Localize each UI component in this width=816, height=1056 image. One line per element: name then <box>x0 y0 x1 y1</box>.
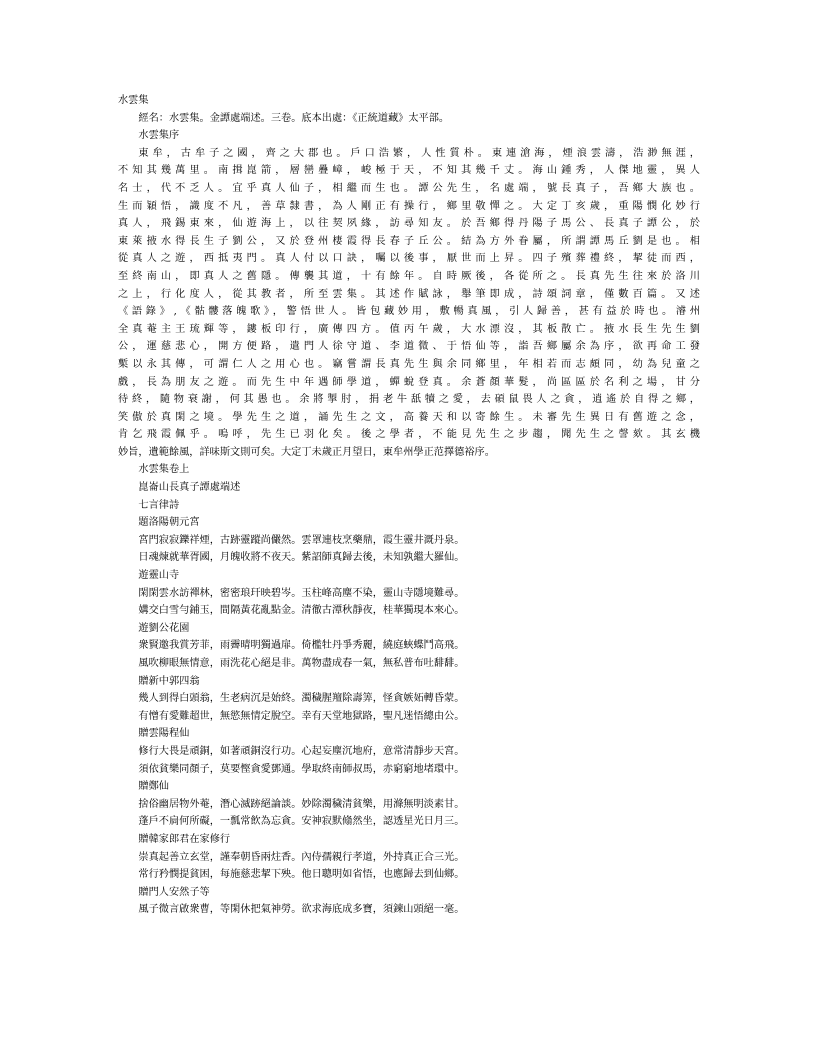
document-line: 妙旨，遺範餘風，詳味斯文則可矣。大定丁未歲正月望日，東牟州學正范擇德裕序。 <box>118 446 495 458</box>
document-line: 槧以永其傳，可謂仁人之用心也。竊嘗謂長真先生與余同鄉里，年相若而志頗同，幼為兒童之 <box>118 358 700 370</box>
document-line: 水雲集序 <box>138 130 180 142</box>
document-line: 閑閑雲水訪禪林，密密琅玕映碧岑。玉柱峰高塵不染，靈山寺隱境難尋。 <box>138 587 465 599</box>
document-line: 經名：水雲集。金譚處端述。三卷。底本出處：《正統道藏》太平部。 <box>138 112 450 124</box>
document-line: 風子微言啟衆曹，等閑休把氣神勞。欲求海底成多寶，須鍊山頭絕一毫。 <box>138 904 465 916</box>
document-line: 崇真起善立玄堂，謹奉朝昏兩炷香。內侍孺親行孝道，外持真正合三光。 <box>138 851 465 863</box>
document-line: 媾交白雪勻鋪玉，間隔黃花亂點金。清徹古潭秋靜夜，桂華獨現本來心。 <box>138 605 465 617</box>
document-line: 至終南山，即真人之舊隱。傳襲其道，十有餘年。自時厥後，各從所之。長真先生往來於洛川 <box>118 270 700 282</box>
document-line: 有憎有愛難超世，無慾無情定脫空。幸有天堂地獄路，聖凡迷悟總由公。 <box>138 710 465 722</box>
document-line: 修行大畏是頑銅，如著頑銅沒行功。心起妄塵沉地府，意常清靜步天宮。 <box>138 745 465 757</box>
document-line: 真人，飛錫東來，仙遊海上，以往契夙緣，訪尋知友。於吾鄉得丹陽子馬公、長真子譚公，於 <box>118 218 700 230</box>
document-line: 戲，長為朋友之遊。而先生中年遇師學道，蟬蛻登真。余蒼顏華髮，尚區區於名利之場，甘分 <box>118 376 700 388</box>
document-line: 贈鄭仙 <box>138 781 169 793</box>
document-line: 贈雲陽程仙 <box>138 728 190 740</box>
document-line: 衆賢邀我賞芳菲，雨霽晴明獨過扉。倚檻牡丹爭秀麗，繞庭蛺蝶鬥高飛。 <box>138 640 465 652</box>
document-line: 幾人到得白頭翁，生老病沉是始終。濁穢腥羶除壽筭，怪貪嫉妬轉昏蒙。 <box>138 693 465 705</box>
document-line: 宮門寂寂鑠祥煙，古跡靈蹤尚儼然。雲罩連枝烹藥鼎，霞生靈井溉丹泉。 <box>138 534 465 546</box>
document-line: 贈新中郭四翁 <box>138 675 200 687</box>
document-line: 《語錄》,《骷髏落魄歌》，警悟世人。皆包藏妙用，敷暢真風，引人歸善，甚有益於時也。濬州 <box>118 306 700 318</box>
document-line: 捨俗幽居物外菴，潛心滅跡絕論談。妙除濁穢清貧樂，用滌無明淡素甘。 <box>138 798 465 810</box>
document-line: 名士，代不乏人。宜乎真人仙子，相繼而生也。譚公先生，名處端，號長真子，吾鄉大族也。 <box>118 182 700 194</box>
document-line: 常行矜憫提貧困，每施慈悲挈下殃。他日聰明如省悟，也應歸去到仙鄉。 <box>138 869 465 881</box>
document-text-body <box>118 92 700 919</box>
document-line: 七言律詩 <box>138 499 180 511</box>
document-line: 不知其幾萬里。南揖崑箭，層巒疊嶂，峻極于天，不知其幾千丈。海山鍾秀，人傑地靈，異人 <box>118 165 700 177</box>
document-line: 遊劉公花園 <box>138 622 190 634</box>
document-line: 崑崙山長真子譚處端述 <box>138 482 241 494</box>
document-line: 之上，行化度人，從其教者，所至雲集。其述作賦詠，舉筆即成，詩頌詞章，僅數百篇。又述 <box>118 288 700 300</box>
document-line: 須依貧樂同顏子，莫要慳貪愛鄧通。學取終南師叔馬，赤窮窮地堵環中。 <box>138 763 465 775</box>
document-line: 東牟，古牟子之國，齊之大郡也。戶口浩繁，人性質朴。東連滄海，煙浪雲濤，浩渺無涯， <box>138 147 700 159</box>
document-line: 遊靈山寺 <box>138 570 180 582</box>
document-line: 題洛陽朝元宮 <box>138 517 200 529</box>
document-line: 日魂煉就華胥國，月魄收將不夜天。紫詔師真歸去後，未知孰繼大羅仙。 <box>138 552 465 564</box>
document-line: 水雲集卷上 <box>138 464 190 476</box>
document-line: 生而穎悟，識度不凡，善草隸書，為人剛正有操行，鄉里敬憚之。大定丁亥歲，重陽憫化妙行 <box>118 200 700 212</box>
document-line: 蓬戶不扃何所礙，一瓢常飲為忘貪。安神寂默翛然坐，認透星光日月三。 <box>138 816 465 828</box>
document-line: 公，運慈悲心，開方便路，遣門人徐守道、李道微、于悟仙等，詣吾鄉屬余為序，欲再命工發 <box>118 341 700 353</box>
document-line: 全真菴主王琉輝等，鏤板印行，廣傳四方。值丙午歲，大水漂沒，其板散亡。掖水長生先生劉 <box>118 323 700 335</box>
document-line: 水雲集 <box>118 95 149 106</box>
document-line: 肯乞飛霞佩乎。嗚呼，先生已羽化矣。後之學者，不能見先生之步趨，聞先生之謦欬。其玄機 <box>118 429 700 441</box>
document-line: 從真人之遊，西抵夷門。真人付以口訣，囑以後事，厭世而上昇。四子殯葬禮終，挈徒而西， <box>118 253 700 265</box>
document-line: 待終，隨物衰謝，何其愚也。余將掣肘，捐老牛舐犢之愛，去碩鼠畏人之貪，逍遙於自得之鄉， <box>118 394 700 406</box>
document-line: 風吹柳眼無情意，雨洗花心絕是非。萬物盡成春一氣，無私普布吐馡馡。 <box>138 658 465 669</box>
document-line: 笑傲於真閑之境。學先生之道，誦先生之文，高養天和以寄餘生。未審先生異日有舊遊之念， <box>118 411 700 423</box>
document-line: 贈韓家郎君在家修行 <box>138 833 231 845</box>
document-line: 贈門人安然子等 <box>138 886 210 898</box>
document-line: 東萊掖水得長生子劉公，又於登州棲霞得長春子丘公。結為方外眷屬，所謂譚馬丘劉是也。相 <box>118 235 700 247</box>
